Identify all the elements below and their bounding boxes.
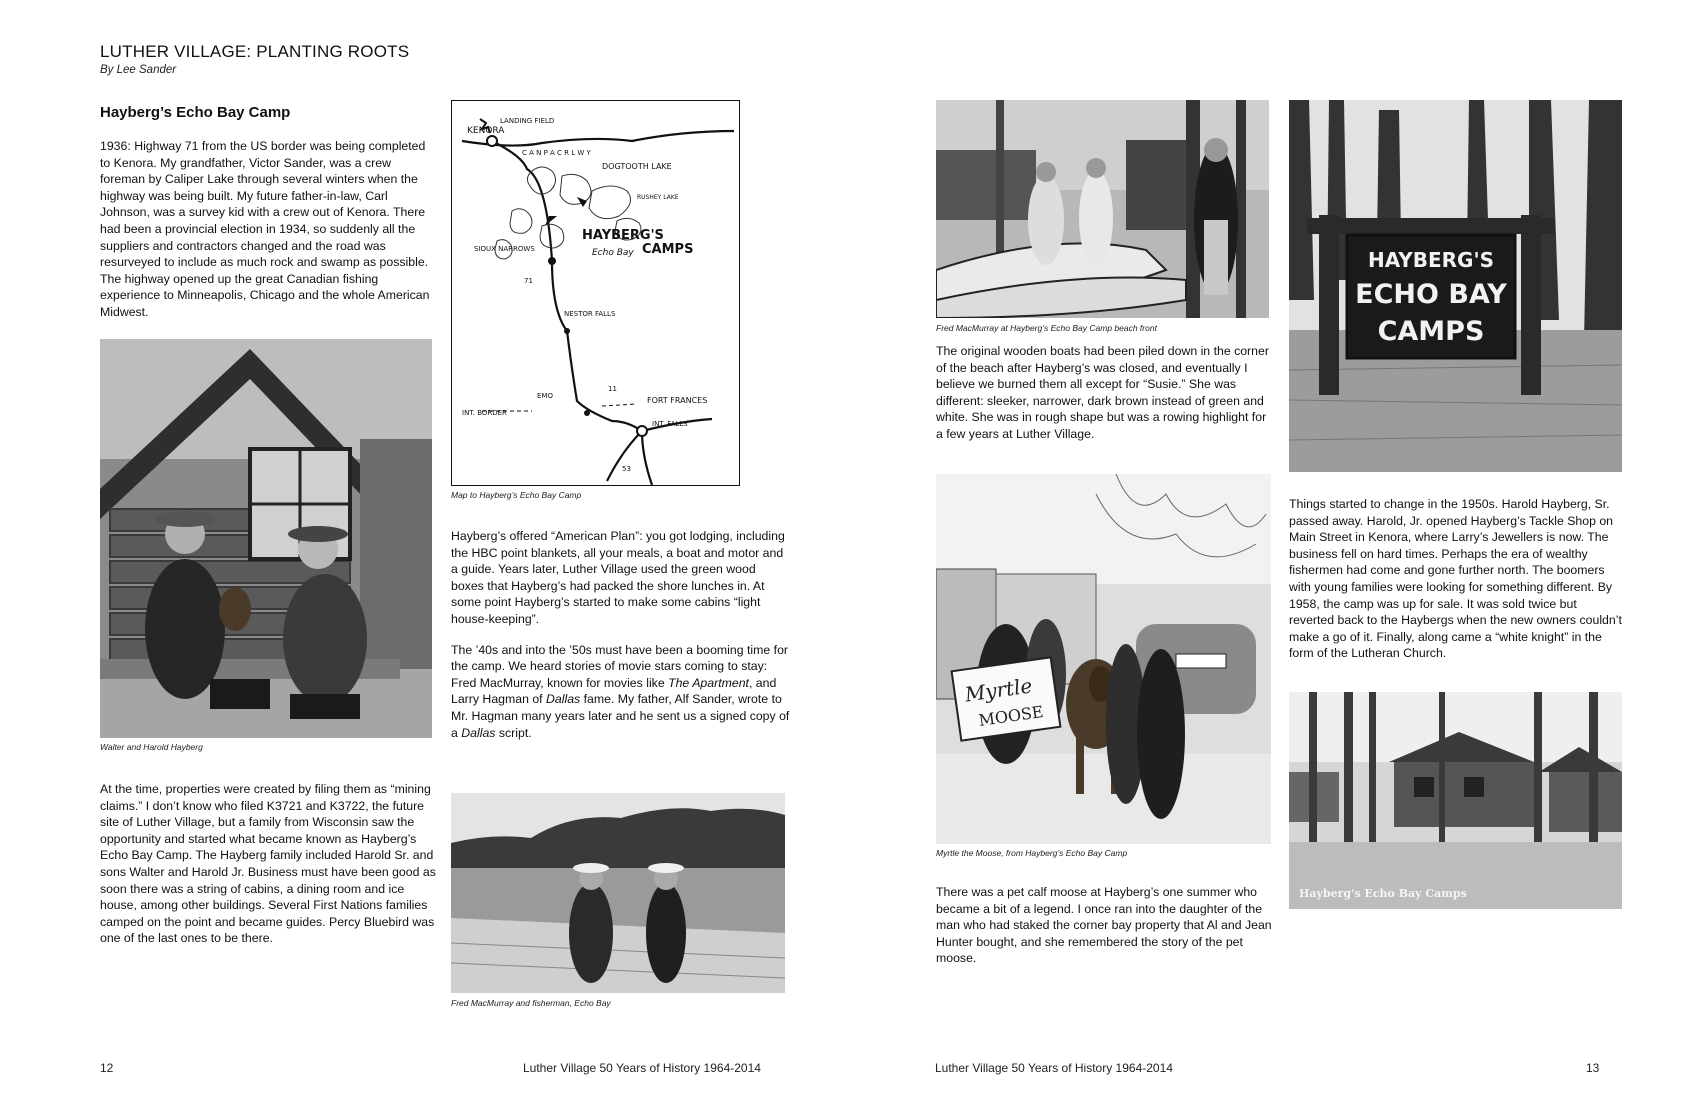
map-label-route71: 71 xyxy=(524,277,533,285)
pet-moose-paragraph xyxy=(936,884,1274,981)
sign-text-line3: CAMPS xyxy=(1377,316,1485,347)
mining-claims-paragraph xyxy=(100,781,436,961)
sign-text-line1: HAYBERG'S xyxy=(1367,248,1495,272)
map-label-emo: EMO xyxy=(537,392,553,400)
american-plan-text: Hayberg’s offered “American Plan”: you got lodging, including the HBC point blankets, all your meals, a boat and motor and a guide. Years later, Luther Village used the green wood boxes that Hayberg’s had packed the shore lunches in. At some point Hayberg’s started to make some cabins “light house-keeping”. xyxy=(451,529,785,626)
american-plan-column xyxy=(451,528,791,755)
pet-moose-text: There was a pet calf moose at Hayberg’s one summer who became a bit of a legend. I once ran into the daughter of the man who had staked the corner bay property that Al and Jean Hunter bought, and she remembered the story of the pet moose. xyxy=(936,885,1272,966)
wooden-boats-paragraph xyxy=(936,343,1274,457)
map-label-route53: 53 xyxy=(622,465,631,473)
caption-myrtle-moose: Myrtle the Moose, from Hayberg’s Echo Bay Camp xyxy=(936,848,1128,858)
caption-fisherman: Fred MacMurray and fisherman, Echo Bay xyxy=(451,998,611,1008)
photo-beach-front xyxy=(936,100,1269,318)
map-label-nestor: NESTOR FALLS xyxy=(564,310,616,318)
movie-stars-part-c: fame. My father, Alf Sander, wrote to Mr. Hagman many years later and he sent us a signed copy of a xyxy=(451,692,790,740)
movie-stars-part-b: , and Larry Hagman of xyxy=(451,675,777,707)
caption-walter-harold: Walter and Harold Hayberg xyxy=(100,742,203,752)
title-dallas: Dallas xyxy=(546,692,581,707)
map-label-fortfrances: FORT FRANCES xyxy=(647,396,708,405)
title-the-apartment: The Apartment xyxy=(668,675,749,690)
map-label-landing: LANDING FIELD xyxy=(500,117,555,125)
photo-fisherman xyxy=(451,793,785,993)
photo-myrtle-moose xyxy=(936,474,1271,844)
wooden-boats-text: The original wooden boats had been piled down in the corner of the beach after Hayberg’s was closed, and eventually I believe we burned them all except for “Susie.” She was different: sleeker, narrower, dark brown instead of green and white. She was in rough shape but was a rowing highlight for a few years at Luther Village. xyxy=(936,344,1269,441)
page-title: LUTHER VILLAGE: PLANTING ROOTS xyxy=(100,42,410,61)
mining-claims-text: At the time, properties were created by filing them as “mining claims.” I don’t know who filed K3721 and K3722, the future site of Luther Village, but a family from Wisconsin saw the opportunity and started what became known as Hayberg’s Echo Bay Camp. The Hayberg family included Harold Sr. and sons Walter and Harold Jr. Business must have been good as soon there was a string of cabins, a dining room and ice house, among other buildings. Several First Nations families camped on the point and became guides. Percy Bluebird was one of the last ones to be there. xyxy=(100,782,436,946)
map-label-route11: 11 xyxy=(608,385,617,393)
movie-stars-part-a: The ’40s and into the ’50s must have been a booming time for the camp. We heard stories of movie stars coming to stay: Fred MacMurray, known for movies like xyxy=(451,642,788,690)
map-echo-bay xyxy=(451,100,740,486)
map-label-intfalls: INT. FALLS xyxy=(652,420,688,428)
map-label-kenora: KENORA xyxy=(467,126,505,136)
movie-stars-part-d: script. xyxy=(495,725,532,740)
byline: By Lee Sander xyxy=(100,64,177,76)
moose-sign-moose: MOOSE xyxy=(977,702,1045,730)
map-label-border: INT. BORDER xyxy=(462,409,507,417)
map-label-camps: CAMPS xyxy=(642,242,694,257)
photo-echo-bay-sign xyxy=(1289,100,1622,472)
footer-book-title-left: Luther Village 50 Years of History 1964-2014 xyxy=(523,1061,761,1075)
sign-text-line2: ECHO BAY xyxy=(1355,279,1507,310)
footer-book-title-right: Luther Village 50 Years of History 1964-2014 xyxy=(935,1061,1173,1075)
photo-walter-harold xyxy=(100,339,432,738)
things-changed-paragraph xyxy=(1289,496,1625,676)
moose-sign-myrtle: Myrtle xyxy=(963,673,1034,707)
title-dallas-script: Dallas xyxy=(461,725,496,740)
page-number-right: 13 xyxy=(1586,1061,1600,1075)
map-label-hayberg: HAYBERG'S xyxy=(582,228,664,243)
caption-beach-front: Fred MacMurray at Hayberg’s Echo Bay Camp beach front xyxy=(936,323,1157,333)
movie-stars-text xyxy=(451,642,791,742)
cabins-photo-label: Hayberg's Echo Bay Camps xyxy=(1299,887,1467,900)
things-changed-text: Things started to change in the 1950s. Harold Hayberg, Sr. passed away. Harold, Jr. opened Hayberg’s Tackle Shop on Main Street in Kenora, where Larry’s Jewellers is now. The business fell on hard times. Perhaps the era of wealthy fishermen had come and gone further north. The boomers with young families were looking for something different. By 1958, the camp was up for sale. It was sold twice but reverted back to the Haybergs when the new owners couldn’t make a go of it. Finally, along came a “white knight” in the form of the Lutheran Church. xyxy=(1289,497,1622,661)
map-label-rushey: RUSHEY LAKE xyxy=(637,194,679,201)
map-label-rail: C A N P A C R L W Y xyxy=(522,149,591,157)
photo-cabins xyxy=(1289,692,1622,909)
caption-map: Map to Hayberg’s Echo Bay Camp xyxy=(451,490,582,500)
page-number-left: 12 xyxy=(100,1061,114,1075)
map-label-echo: Echo Bay xyxy=(592,248,634,258)
intro-paragraph xyxy=(100,138,436,335)
section-heading: Hayberg’s Echo Bay Camp xyxy=(100,104,291,121)
map-label-dogtooth: DOGTOOTH LAKE xyxy=(602,162,672,171)
map-label-sioux: SIOUX NARROWS xyxy=(474,245,535,253)
intro-text: 1936: Highway 71 from the US border was being completed to Kenora. My grandfather, Victor Sander, was a crew foreman by Caliper Lake through several winters when the highway was being built. My future father-in-law, Carl Johnson, was a survey kid with a crew out of Kenora. There had been a provincial election in 1934, so suddenly all the suppliers and contractors changed and the road was resurveyed to include as much rock and swamp as possible. The highway opened up the great Canadian fishing experience to Minneapolis, Chicago and the whole American Midwest. xyxy=(100,139,430,319)
